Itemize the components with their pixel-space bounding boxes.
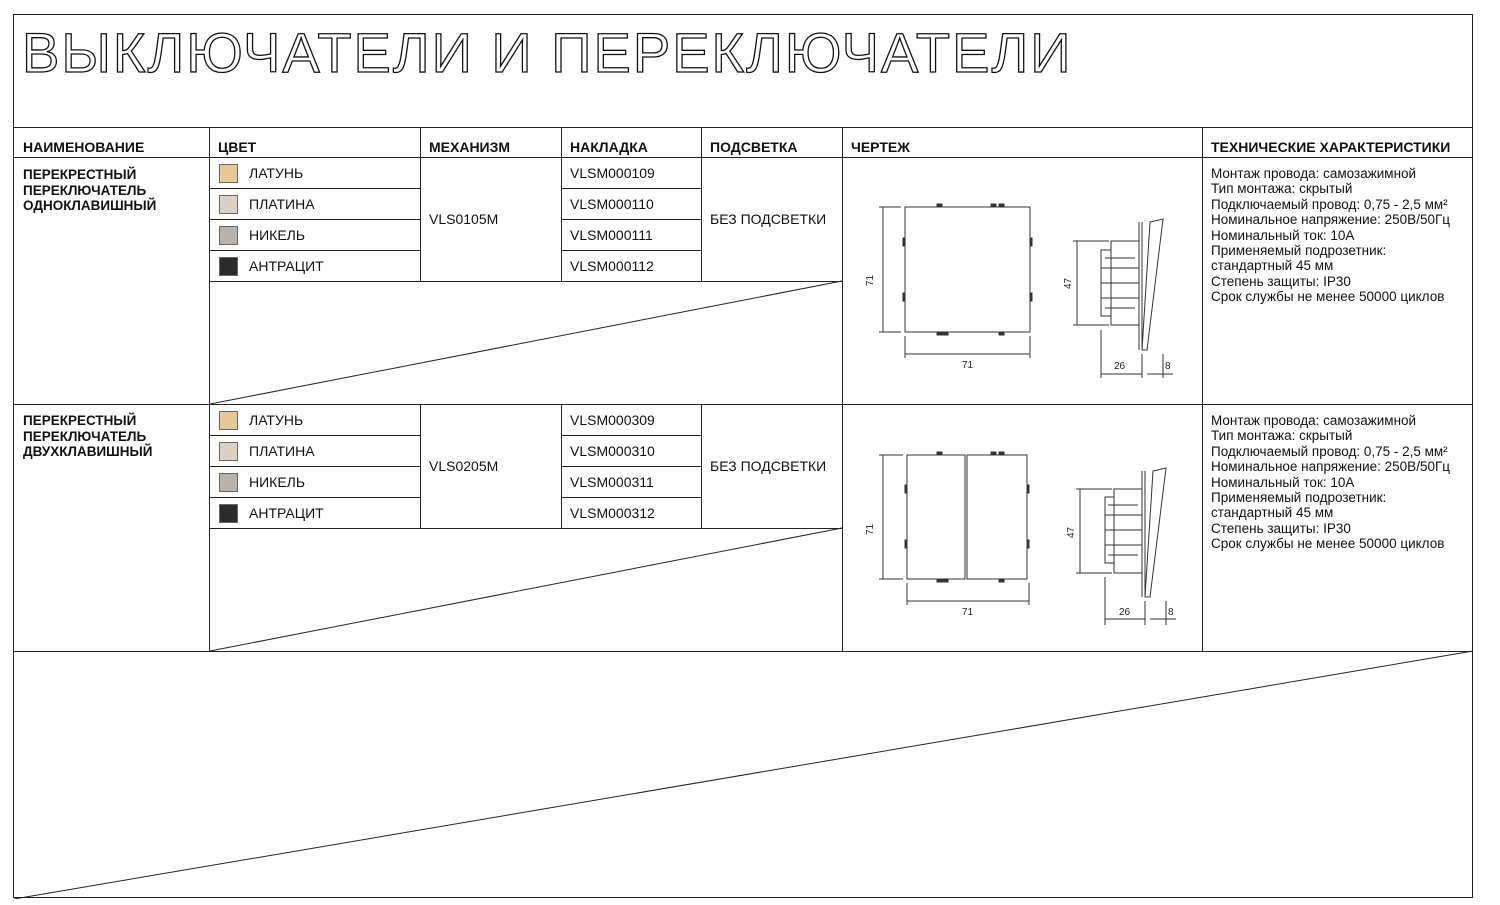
color-label: АНТРАЦИТ (249, 258, 324, 274)
dim-label: 47 (1066, 526, 1077, 538)
cover-code: VLSM000312 (570, 505, 655, 521)
catalog-sheet (13, 14, 1473, 898)
color-label: ЛАТУНЬ (249, 165, 304, 181)
dim-label: 8 (1165, 361, 1171, 372)
header-specs: ТЕХНИЧЕСКИЕ ХАРАКТЕРИСТИКИ (1211, 139, 1451, 155)
header-mechanism: МЕХАНИЗМ (429, 139, 511, 155)
cover-code: VLSM000112 (570, 258, 654, 274)
spec-line: Срок службы не менее 50000 циклов (1211, 289, 1445, 305)
spec-line: стандартный 45 мм (1211, 258, 1334, 274)
spec-line: Применяемый подрозетник: (1211, 243, 1387, 259)
cover-code: VLSM000310 (570, 443, 655, 459)
page-title: ВЫКЛЮЧАТЕЛИ И ПЕРЕКЛЮЧАТЕЛИ (22, 21, 1073, 84)
empty-cell-diagonals (14, 15, 1474, 899)
spec-line: Номинальный ток: 10А (1211, 474, 1355, 490)
color-label: ЛАТУНЬ (249, 412, 304, 428)
spec-line: стандартный 45 мм (1211, 505, 1334, 521)
color-label: ПЛАТИНА (249, 196, 315, 212)
dim-label: 71 (962, 607, 974, 618)
header-color: ЦВЕТ (218, 139, 257, 155)
product-name: ПЕРЕКРЕСТНЫЙ ПЕРЕКЛЮЧАТЕЛЬ ОДНОКЛАВИШНЫЙ (23, 167, 157, 213)
spec-line: Тип монтажа: скрытый (1211, 181, 1353, 197)
backlight-value: БЕЗ ПОДСВЕТКИ (710, 458, 827, 474)
header-drawing: ЧЕРТЕЖ (851, 139, 910, 155)
spec-line: Номинальное напряжение: 250В/50Гц (1211, 459, 1450, 475)
dim-label: 71 (865, 274, 876, 286)
spec-line: Номинальный ток: 10А (1211, 227, 1355, 243)
spec-line: Номинальное напряжение: 250В/50Гц (1211, 212, 1450, 228)
spec-line: Монтаж провода: самозажимной (1211, 166, 1417, 181)
dim-label: 26 (1119, 607, 1131, 618)
spec-line: Срок службы не менее 50000 циклов (1211, 536, 1445, 552)
spec-line: Тип монтажа: скрытый (1211, 428, 1353, 444)
spec-line: Подключаемый провод: 0,75 - 2,5 мм² (1211, 196, 1448, 212)
dim-label: 71 (865, 523, 876, 535)
header-backlight: ПОДСВЕТКА (710, 139, 798, 155)
cover-code: VLSM000111 (570, 227, 653, 243)
color-label: НИКЕЛЬ (249, 474, 306, 490)
cover-code: VLSM000311 (570, 474, 654, 490)
spec-line: Степень защиты: IP30 (1211, 520, 1351, 536)
backlight-value: БЕЗ ПОДСВЕТКИ (710, 211, 827, 227)
product-name: ПЕРЕКРЕСТНЫЙ ПЕРЕКЛЮЧАТЕЛЬ ДВУХКЛАВИШНЫЙ (23, 413, 153, 459)
color-label: АНТРАЦИТ (249, 505, 324, 521)
cover-code: VLSM000309 (570, 412, 655, 428)
spec-line: Применяемый подрозетник: (1211, 490, 1387, 506)
mechanism-code: VLS0105M (429, 211, 499, 227)
dim-label: 47 (1063, 277, 1074, 289)
header-name: НАИМЕНОВАНИЕ (23, 139, 145, 155)
spec-line: Монтаж провода: самозажимной (1211, 413, 1417, 428)
header-cover: НАКЛАДКА (570, 139, 648, 155)
mechanism-code: VLS0205M (429, 458, 499, 474)
dim-label: 26 (1114, 361, 1126, 372)
spec-line: Степень защиты: IP30 (1211, 273, 1351, 289)
cover-code: VLSM000110 (570, 196, 654, 212)
dim-label: 8 (1168, 607, 1174, 618)
cover-code: VLSM000109 (570, 165, 655, 181)
spec-line: Подключаемый провод: 0,75 - 2,5 мм² (1211, 443, 1448, 459)
dim-label: 71 (962, 360, 974, 371)
color-label: НИКЕЛЬ (249, 227, 306, 243)
color-label: ПЛАТИНА (249, 443, 315, 459)
